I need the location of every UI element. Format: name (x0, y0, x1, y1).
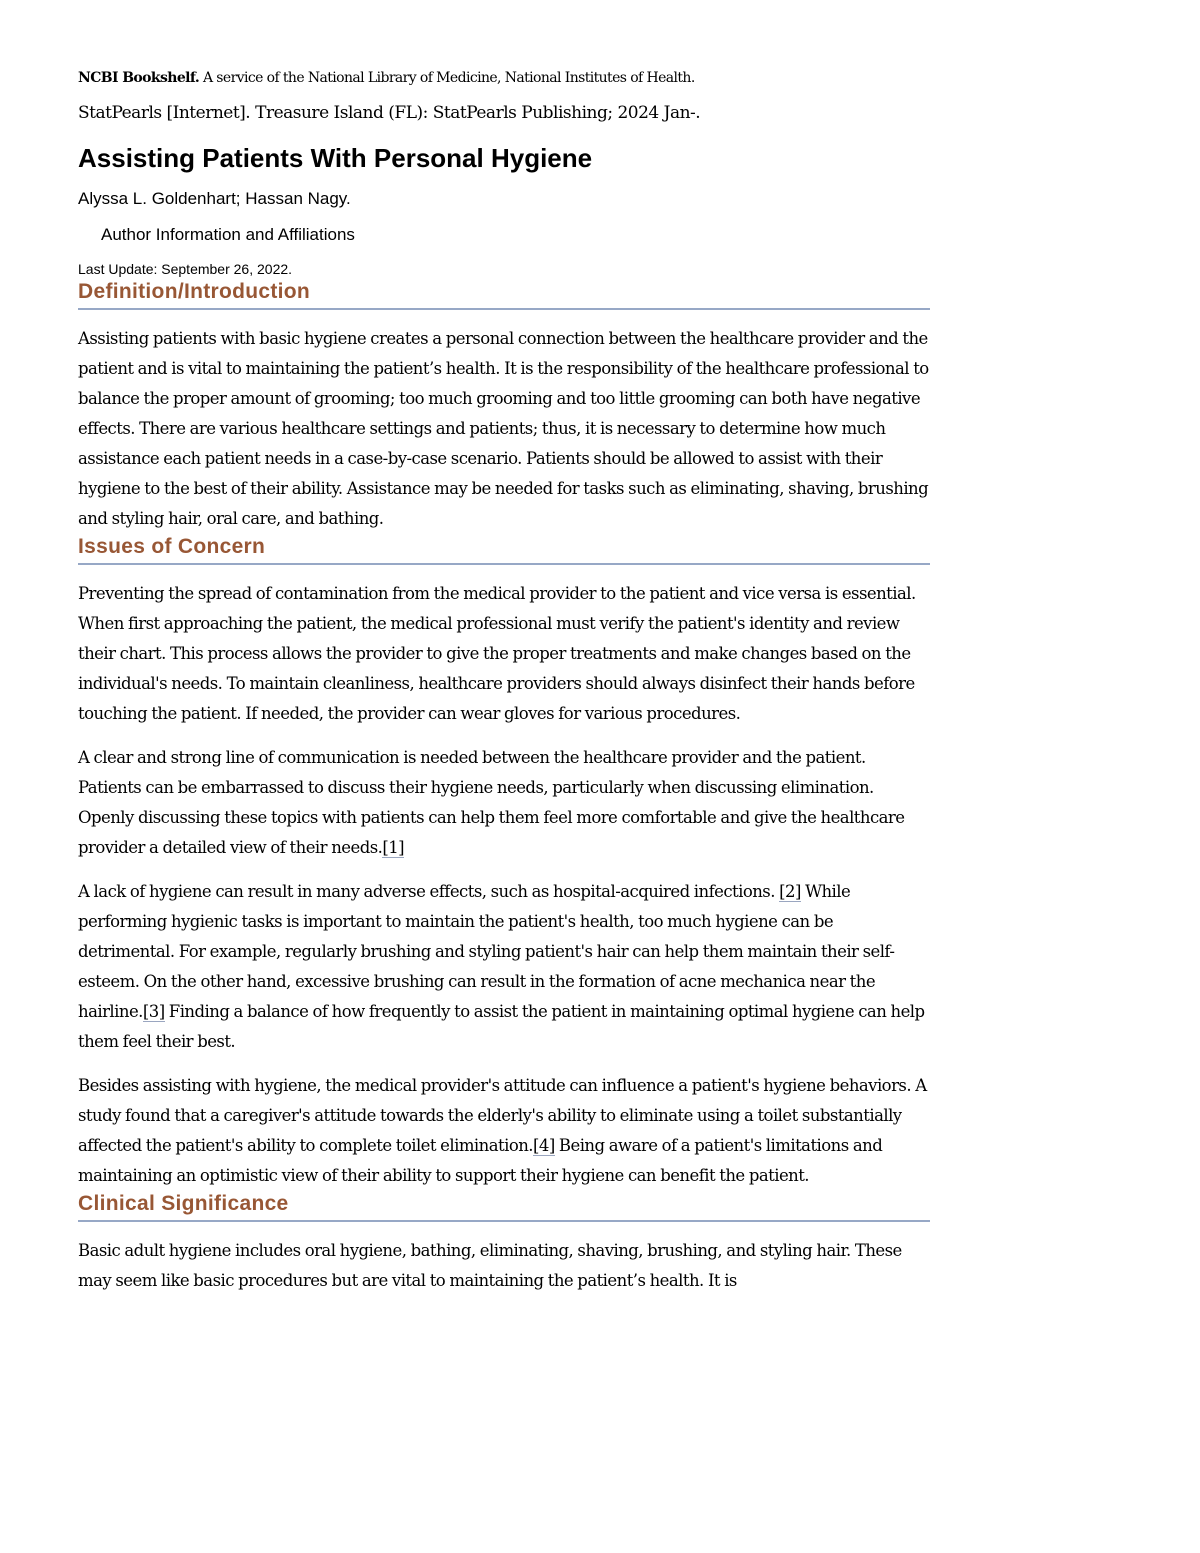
ncbi-banner (78, 68, 930, 88)
paragraph: Preventing the spread of contamination from the medical provider to the patient and vice versa is essential. When first approaching the patient, the medical professional must verify the patient's identity and review their chart. This process allows the provider to give the proper treatments and make changes based on the individual's needs. To maintain cleanliness, healthcare providers should always disinfect their hands before touching the patient. If needed, the provider can wear gloves for various procedures. (78, 584, 916, 723)
paragraph-text: A lack of hygiene can result in many adverse effects, such as hospital-acquired infections. (78, 882, 775, 901)
reference-link-2[interactable]: [2] (779, 882, 801, 901)
author-list: Alyssa L. Goldenhart; Hassan Nagy. (78, 189, 351, 208)
paragraph (78, 743, 930, 863)
page-title: Assisting Patients With Personal Hygiene (78, 143, 593, 173)
section-heading-definition: Definition/Introduction (78, 279, 930, 310)
citation-line: StatPearls [Internet]. Treasure Island (FL): StatPearls Publishing; 2024 Jan-. (78, 103, 701, 123)
paragraph-text: Being aware of a patient's limitations and maintaining an optimistic view of their ability to support their hygiene can benefit the patient. (78, 1136, 883, 1185)
paragraph: Basic adult hygiene includes oral hygiene, bathing, eliminating, shaving, brushing, and styling hair. These may seem like basic procedures but are vital to maintaining the patient’s health. It is (78, 1241, 902, 1290)
reference-link-3[interactable]: [3] (142, 1002, 165, 1021)
paragraph-text: While performing hygienic tasks is important to maintain the patient's health, too much hygiene can be detrimental. For example, regularly brushing and styling patient's hair can help them maintain their self-esteem. On the other hand, excessive brushing can result in the formation of acne mechanica near the hairline. (78, 882, 895, 1021)
document-page (78, 68, 930, 1296)
paragraph: Assisting patients with basic hygiene creates a personal connection between the healthcare provider and the patient and is vital to maintaining the patient’s health. It is the responsibility of the healthcare professional to balance the proper amount of grooming; too much grooming and too little grooming can both have negative effects. There are various healthcare settings and patients; thus, it is necessary to determine how much assistance each patient needs in a case-by-case scenario. Patients should be allowed to assist with their hygiene to the best of their ability. Assistance may be needed for tasks such as eliminating, shaving, brushing and styling hair, oral care, and bathing. (78, 329, 929, 528)
paragraph-text: Besides assisting with hygiene, the medical provider's attitude can influence a patient's hygiene behaviors. A study found that a caregiver's attitude towards the elderly's ability to eliminate using a toilet substantially affected the patient's ability to complete toilet elimination. (78, 1076, 927, 1155)
section-heading-clinical: Clinical Significance (78, 1191, 930, 1222)
ncbi-banner-text: A service of the National Library of Medicine, National Institutes of Health. (199, 70, 695, 86)
paragraph-text: A clear and strong line of communication is needed between the healthcare provider and the patient. Patients can be embarrassed to discuss their hygiene needs, particularly when discussing elimination. Openly discussing these topics with patients can help them feel more comfortable and give the healthcare provider a detailed view of their needs. (78, 748, 905, 857)
section-heading-issues: Issues of Concern (78, 534, 930, 565)
paragraph-text: Finding a balance of how frequently to assist the patient in maintaining optimal hygiene can help them feel their best. (78, 1002, 925, 1051)
reference-link-1[interactable]: [1] (382, 838, 405, 857)
paragraph (78, 1071, 930, 1191)
ncbi-bookshelf-link[interactable]: NCBI Bookshelf. (78, 70, 200, 86)
reference-link-4[interactable]: [4] (532, 1136, 555, 1155)
paragraph (78, 877, 930, 1057)
last-update: Last Update: September 26, 2022. (78, 261, 293, 277)
author-affiliations-link[interactable]: Author Information and Affiliations (101, 225, 355, 244)
